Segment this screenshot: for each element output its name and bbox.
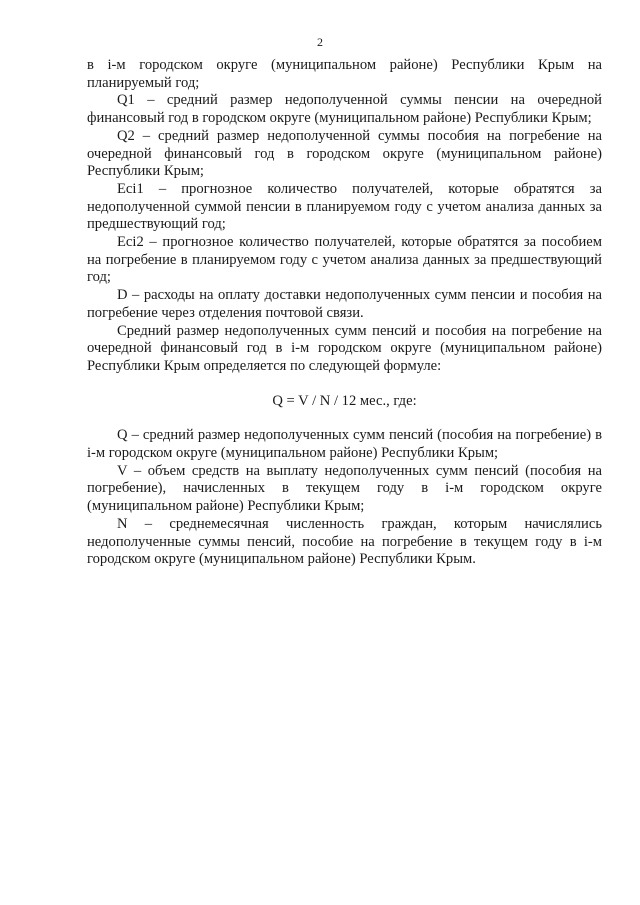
definition-v: V – объем средств на выплату недополученных сумм пенсий (пособия на погребение), начисленных в текущем году в i-м городском округе (муниципальном районе) Республики Крым; — [87, 462, 602, 515]
paragraph-eci1-definition: Eci1 – прогнозное количество получателей, которые обратятся за недополученной суммой пенсии в планируемом году с учетом анализа данных за предшествующий год; — [87, 180, 602, 233]
document-body — [87, 57, 602, 569]
definition-n: N – среднемесячная численность граждан, которым начислялись недополученные суммы пенсий, пособие на погребение в текущем году в i-м городском округе (муниципальном районе) Республики Крым. — [87, 515, 602, 568]
paragraph-q2-definition: Q2 – средний размер недополученной суммы пособия на погребение на очередной финансовый год в городском округе (муниципальном районе) Республики Крым; — [87, 127, 602, 180]
definition-q: Q – средний размер недополученных сумм пенсий (пособия на погребение) в i-м городском округе (муниципальном районе) Республики Крым; — [87, 427, 602, 462]
paragraph-formula-intro: Средний размер недополученных сумм пенсий и пособия на погребение на очередной финансовый год в i-м городском округе (муниципальном районе) Республики Крым определяется по следующей формуле: — [87, 322, 602, 374]
paragraph-continuation: в i-м городском округе (муниципальном районе) Республики Крым на планируемый год; — [87, 57, 602, 91]
paragraph-eci2-definition: Eci2 – прогнозное количество получателей, которые обратятся за пособием на погребение в планируемом году с учетом анализа данных за предшествующий год; — [87, 234, 602, 286]
formula: Q = V / N / 12 мес., где: — [272, 392, 417, 409]
paragraph-q1-definition: Q1 – средний размер недополученной суммы пенсии на очередной финансовый год в городском округе (муниципальном районе) Республики Крым; — [87, 92, 602, 127]
paragraph-d-definition: D – расходы на оплату доставки недополученных сумм пенсии и пособия на погребение через отделения почтовой связи. — [87, 287, 602, 321]
page-number: 2 — [317, 35, 323, 49]
